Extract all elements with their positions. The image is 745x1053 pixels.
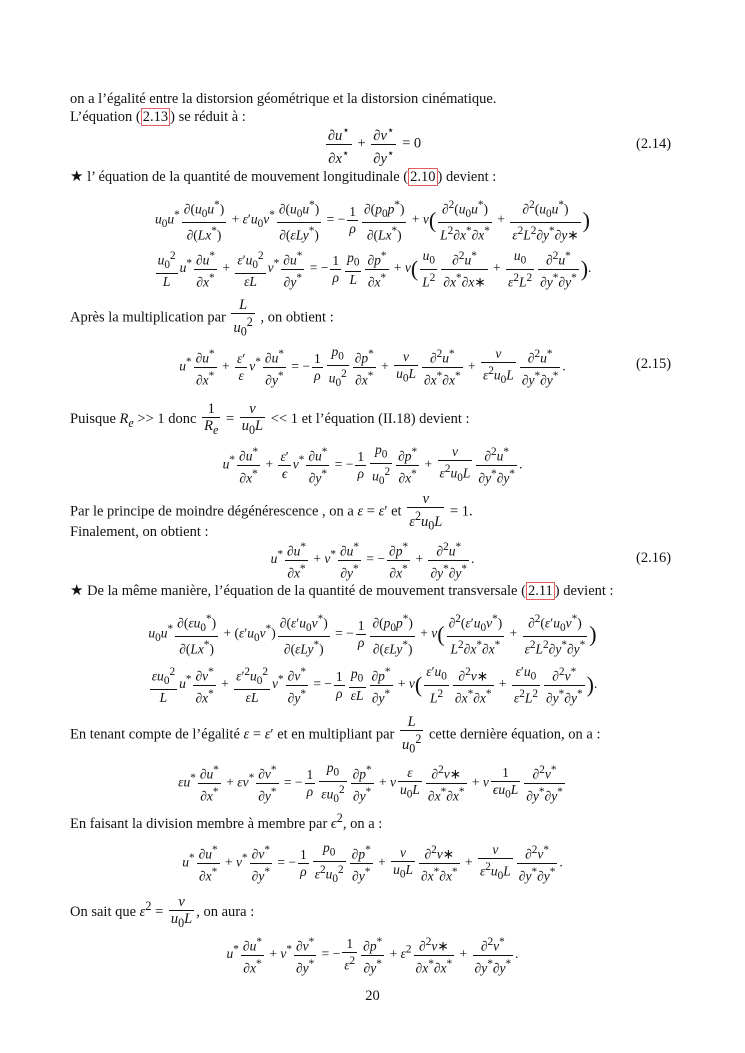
- equation-transversal-divided: u* $\frac{\partial u^*}{\partial x^*}$ + v* $\frac{\partial v^*}{\partial y^*}$ = − $\frac{1}{\rho}$ $\frac{p_0}{\varepsilon^2u_0^2}$ $\frac{\partial p^*}{\partial y^*}$ + $\frac{\nu}{u_0L}$ $\frac{\partial^2v∗}{\partial x^*\partial x^*}$ + $\frac{\nu}{\varepsilon^2u_0L}$ $\frac{\partial^2v^*}{\partial y^*\partial y^*}$ .: [182, 840, 563, 885]
- equation-2-16: u* $\frac{\partial u^*}{\partial x^*}$ + v* $\frac{\partial u^*}{\partial y^*}$ = − $\frac{\partial p^*}{\partial x^*}$ + $\frac{\partial^2u^*}{\partial y^*\partial y^*}$ .: [270, 541, 475, 580]
- paragraph-finally: Finalement, on obtient :: [70, 524, 209, 540]
- paragraph-principle: Par le principe de moindre dégénérescence , on a ε = ε′ et $\frac{\nu}{\varepsilon^2u_0L}$ = 1.: [70, 491, 473, 533]
- paragraph-equation-reduces: L’équation ( 2.13 ) se réduit à :: [70, 109, 246, 125]
- equation-transversal-2: $\frac{\varepsilon u_0^2}{L}$ u* $\frac{\partial v^*}{\partial x^*}$ + $\frac{\varepsilon'^2u_0^2}{\varepsilon L}$ v* $\frac{\partial v^*}{\partial y^*}$ = − $\frac{1}{\rho}$ $\frac{p_0}{\varepsilon L}$ $\frac{\partial p^*}{\partial y^*}$ + ν( $\frac{\varepsilon'u_0}{L^2}$ $\frac{\partial^2v∗}{\partial x^*\partial x^*}$ + $\frac{\varepsilon'u_0}{\varepsilon^2L^2}$ $\frac{\partial^2v^*}{\partial y^*\partial y^*}$ ).: [151, 664, 598, 706]
- paragraph-transversal: ★ De la même manière, l’équation de la quantité de mouvement transversale ( 2.11 ) devient :: [70, 583, 614, 599]
- paragraph-we-know: On sait que $\varepsilon^2$ = $\frac{\nu}{u_0L}$ , on aura :: [70, 894, 255, 930]
- equation-longitudinal-1: $u_0u^*$ $\frac{\partial(u_0u^*)}{\partial(Lx^*)}$ + $\varepsilon'u_0v^*$ $\frac{\partial(u_0u^*)}{\partial(\varepsilon Ly^*)}$ = − $\frac{1}{\rho}$ $\frac{\partial(p_0p^*)}{\partial(Lx^*)}$ + ν( $\frac{\partial^2(u_0u^*)}{L^2\partial x^*\partial x^*}$ + $\frac{\partial^2(u_0u^*)}{\varepsilon^2L^2\partial y^*\partial y∗}$ ): [155, 199, 590, 243]
- star-icon: ★: [70, 583, 84, 599]
- equation-2-15: u* $\frac{\partial u^*}{\partial x^*}$ + $\frac{\varepsilon'}{\varepsilon}$ v* $\frac{\partial u^*}{\partial y^*}$ = − $\frac{1}{\rho}$ $\frac{p_0}{u_0^2}$ $\frac{\partial p^*}{\partial x^*}$ + $\frac{\nu}{u_0L}$ $\frac{\partial^2u^*}{\partial x^*\partial x^*}$ + $\frac{\nu}{\varepsilon^2u_0L}$ $\frac{\partial^2u^*}{\partial y^*\partial y^*}$ .: [179, 344, 566, 389]
- paragraph-reynolds: Puisque $R_e >> 1$ donc $\frac{1}{R_e}$ = $\frac{\nu}{u_0L}$ << 1 et l’équation (II.18) devient :: [70, 401, 470, 437]
- equation-longitudinal-2: $\frac{u_0^2}{L}$ u* $\frac{\partial u^*}{\partial x^*}$ + $\frac{\varepsilon'u_0^2}{\varepsilon L}$ v* $\frac{\partial u^*}{\partial y^*}$ = − $\frac{1}{\rho}$ $\frac{p_0}{L}$ $\frac{\partial p^*}{\partial x^*}$ + ν( $\frac{u_0}{L^2}$ $\frac{\partial^2u^*}{\partial x^*\partial x∗}$ + $\frac{u_0}{\varepsilon^2L^2}$ $\frac{\partial^2u^*}{\partial y^*\partial y^*}$ ).: [157, 248, 592, 290]
- equation-ref-2-11[interactable]: 2.11: [527, 583, 553, 599]
- equation-ref-2-10[interactable]: 2.10: [410, 169, 436, 185]
- equation-2-14: $\frac{\partial u^⋆}{\partial x^⋆}$ + $\frac{\partial v^⋆}{\partial y^⋆}$ = 0: [327, 123, 422, 167]
- page-number: 20: [365, 988, 380, 1004]
- paragraph-equality: En tenant compte de l’égalité ε = ε′ et en multipliant par $\frac{L}{u_0^2}$ cette dernière équation, on a :: [70, 714, 601, 756]
- equation-transversal-1: $u_0u^*$ $\frac{\partial(\varepsilon u_0^*)}{\partial(Lx^*)}$ + $(\varepsilon'u_0v^*)$ $\frac{\partial(\varepsilon'u_0v^*)}{\partial(\varepsilon Ly^*)}$ = − $\frac{1}{\rho}$ $\frac{\partial(p_0p^*)}{\partial(\varepsilon Ly^*)}$ + ν( $\frac{\partial^2(\varepsilon'u_0v^*)}{L^2\partial x^*\partial x^*}$ + $\frac{\partial^2(\varepsilon'u_0v^*)}{\varepsilon^2L^2\partial y^*\partial y^*}$ ): [148, 613, 597, 657]
- paragraph-longitudinal: ★ l’ équation de la quantité de mouvement longitudinale ( 2.10 ) devient :: [70, 169, 497, 185]
- equation-ref-2-13[interactable]: 2.13: [142, 109, 169, 125]
- equation-number-2-15: (2.15): [636, 356, 672, 372]
- equation-transversal-final: u* $\frac{\partial u^*}{\partial x^*}$ + v* $\frac{\partial v^*}{\partial y^*}$ = − $\frac{1}{\varepsilon^2}$ $\frac{\partial p^*}{\partial y^*}$ + $\varepsilon^2$ $\frac{\partial^2v∗}{\partial x^*\partial x^*}$ + $\frac{\partial^2v^*}{\partial y^*\partial y^*}$ .: [226, 936, 519, 975]
- star-icon: ★: [70, 169, 84, 185]
- equation-number-2-16: (2.16): [636, 550, 672, 566]
- paragraph-multiplication: Après la multiplication par $\frac{L}{u_0^2}$ , on obtient :: [70, 297, 334, 339]
- paragraph-distortion: on a l’égalité entre la distorsion géométrique et la distorsion cinématique.: [70, 91, 497, 107]
- equation-reduced-longitudinal: u* $\frac{\partial u^*}{\partial x^*}$ + $\frac{\varepsilon'}{\epsilon}$ v* $\frac{\partial u^*}{\partial y^*}$ = − $\frac{1}{\rho}$ $\frac{p_0}{u_0^2}$ $\frac{\partial p^*}{\partial x^*}$ + $\frac{\nu}{\varepsilon^2u_0L}$ $\frac{\partial^2u^*}{\partial y^*\partial y^*}$ .: [222, 442, 523, 487]
- equation-number-2-14: (2.14): [636, 136, 672, 152]
- equation-transversal-multiplied: εu* $\frac{\partial u^*}{\partial x^*}$ + εv* $\frac{\partial v^*}{\partial y^*}$ = − $\frac{1}{\rho}$ $\frac{p_0}{\varepsilon u_0^2}$ $\frac{\partial p^*}{\partial y^*}$ + ν $\frac{\varepsilon}{u_0L}$ $\frac{\partial^2v∗}{\partial x^*\partial x^*}$ + ν $\frac{1}{\epsilon u_0L}$ $\frac{\partial^2v^*}{\partial y^*\partial y^*}$: [178, 760, 563, 805]
- paragraph-division: En faisant la division membre à membre par $\epsilon^2$, on a :: [70, 811, 383, 832]
